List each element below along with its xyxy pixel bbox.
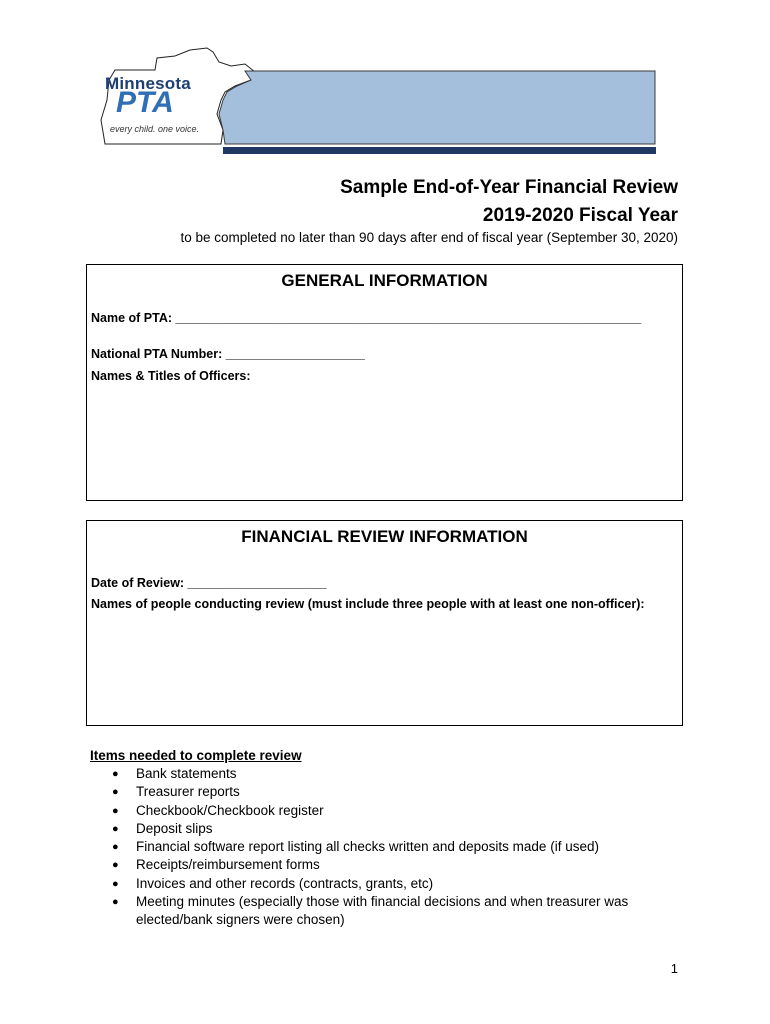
page-number: 1	[670, 961, 678, 976]
list-item: ● Checkbook/Checkbook register	[90, 802, 696, 820]
banner-shape	[219, 71, 655, 144]
bullet-icon: ●	[112, 877, 119, 890]
financial-review-box	[86, 520, 683, 726]
pta-name-field[interactable]: Name of PTA: ___________________________________________________________________	[91, 311, 642, 325]
general-heading: GENERAL INFORMATION	[281, 271, 488, 290]
general-information-box	[86, 264, 683, 501]
title-line-1: Sample End-of-Year Financial Review	[340, 177, 678, 198]
list-item: ● Invoices and other records (contracts, grants, etc)	[90, 875, 696, 893]
banner-rule	[223, 147, 656, 154]
reviewers-field[interactable]: Names of people conducting review (must include three people with at least one non-officer):	[91, 597, 645, 611]
list-item: ● Meeting minutes (especially those with financial decisions and when treasurer was elected/bank signers were chosen)	[112, 894, 629, 928]
national-pta-number-field[interactable]: National PTA Number: ____________________	[91, 347, 365, 361]
bullet-icon: ●	[112, 786, 119, 799]
list-item: ● Financial software report listing all checks written and deposits made (if used)	[90, 838, 696, 856]
logo-name: Minnesota	[105, 74, 191, 93]
list-item: ● Receipts/reimbursement forms	[90, 856, 696, 874]
items-needed-section	[90, 747, 696, 930]
document-subtitle: to be completed no later than 90 days after end of fiscal year (September 30, 2020)	[180, 230, 678, 245]
bullet-icon: ●	[112, 768, 119, 780]
document-title	[340, 174, 678, 230]
title-line-2: 2019-2020 Fiscal Year	[482, 205, 678, 226]
bullet-icon: ●	[112, 896, 119, 909]
financial-heading: FINANCIAL REVIEW INFORMATION	[241, 527, 528, 546]
logo-pta: PTA	[116, 86, 174, 119]
bullet-icon: ●	[112, 841, 119, 854]
list-item: ● Treasurer reports	[90, 783, 696, 801]
header-banner-graphic	[95, 40, 665, 160]
officers-field[interactable]: Names & Titles of Officers:	[91, 369, 251, 383]
review-date-field[interactable]: Date of Review: ____________________	[91, 576, 327, 590]
bullet-icon: ●	[112, 822, 119, 835]
logo-tagline: every child. one voice.	[110, 124, 200, 134]
items-list	[90, 765, 696, 930]
bullet-icon: ●	[112, 859, 119, 872]
list-item: ● Bank statements	[90, 765, 696, 783]
items-title: Items needed to complete review	[90, 748, 302, 763]
list-item: ● Deposit slips	[90, 820, 696, 838]
bullet-icon: ●	[112, 804, 119, 817]
